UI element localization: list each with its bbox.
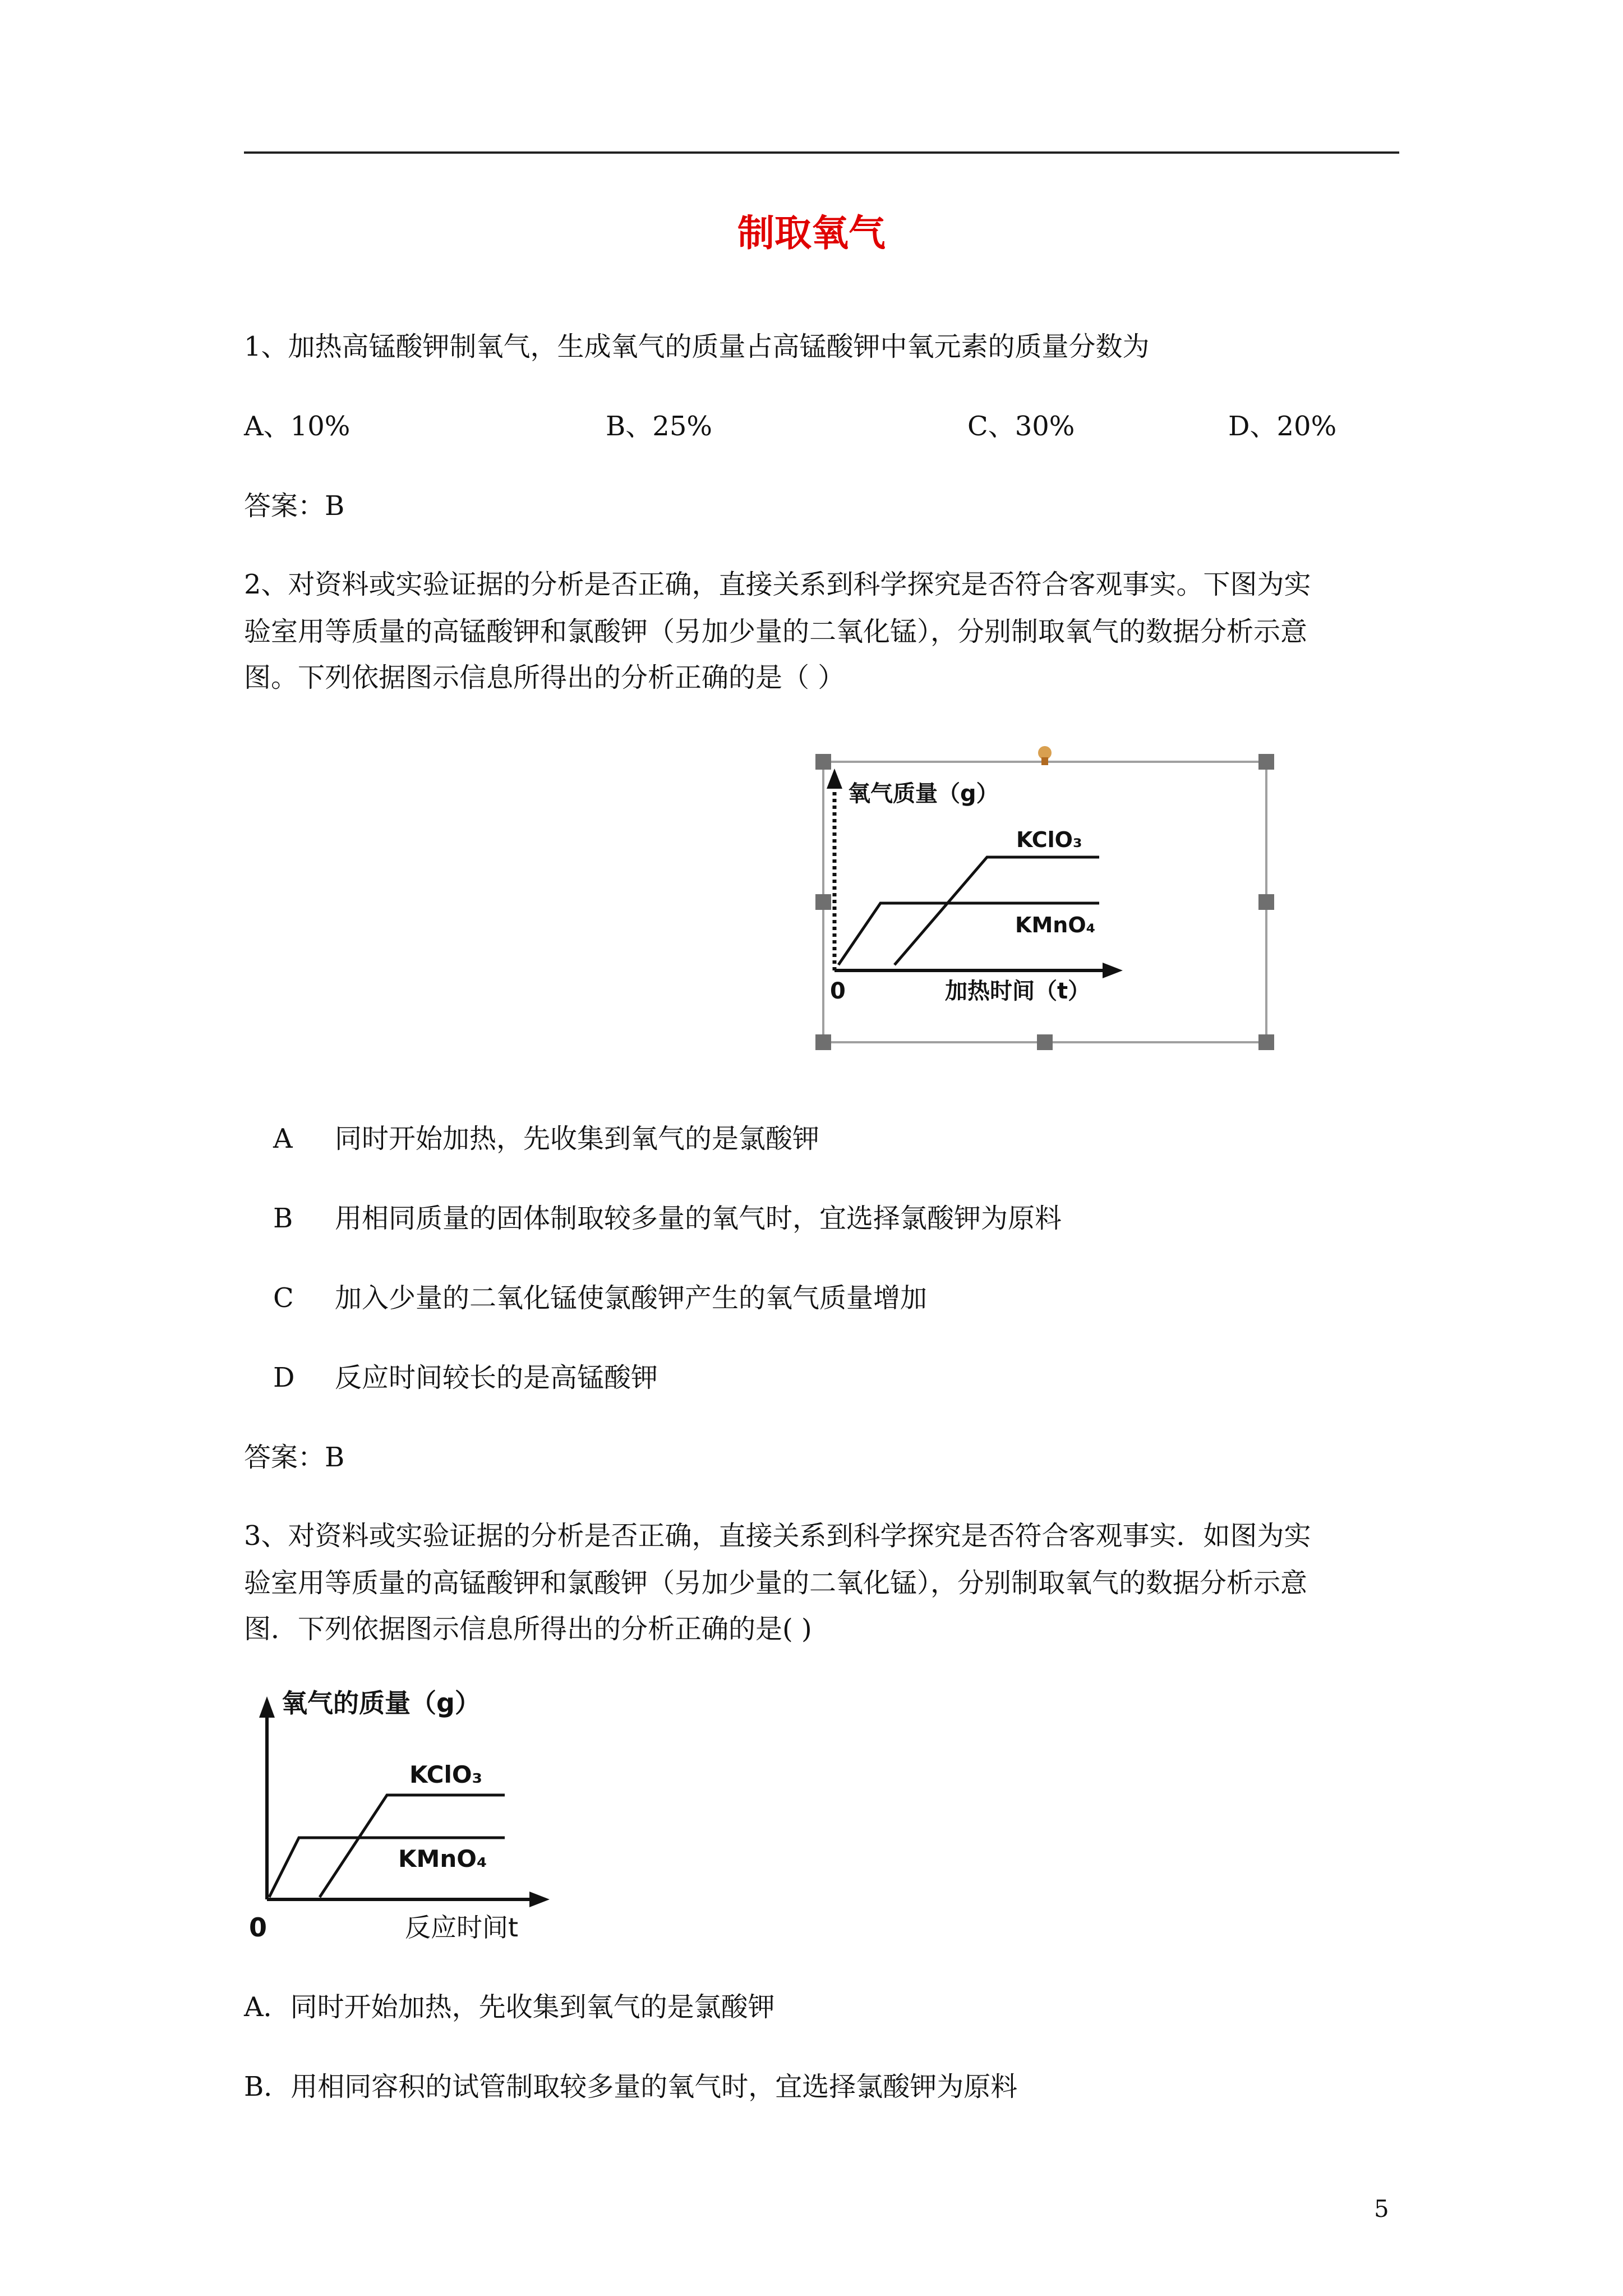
handle-top-right[interactable] xyxy=(1258,754,1274,770)
q2-option-c-text: 加入少量的二氧化锰使氯酸钾产生的氧气质量增加 xyxy=(335,1282,928,1314)
legend-kclo3: KClO₃ xyxy=(1016,827,1082,852)
legend-kmno4: KMnO₄ xyxy=(1015,913,1096,937)
q2-stem-line-2: 验室用等质量的高锰酸钾和氯酸钾（另加少量的二氧化锰），分别制取氧气的数据分析示意 xyxy=(244,616,1308,647)
q1-option-c: C、30% xyxy=(967,411,1075,442)
origin-label: 0 xyxy=(249,1912,268,1943)
q3-option-b: B．用相同容积的试管制取较多量的氧气时，宜选择氯酸钾为原料 xyxy=(244,2071,1018,2102)
q2-option-d-text: 反应时间较长的是高锰酸钾 xyxy=(335,1362,658,1393)
legend-kmno4: KMnO₄ xyxy=(398,1845,487,1872)
q2-option-b-text: 用相同质量的固体制取较多量的氧气时，宜选择氯酸钾为原料 xyxy=(335,1203,1062,1234)
y-axis-label: 氧气质量（g） xyxy=(848,781,999,807)
q2-option-a-text: 同时开始加热，先收集到氧气的是氯酸钾 xyxy=(335,1123,820,1154)
handle-bottom-right[interactable] xyxy=(1258,1034,1274,1050)
q1-option-b: B、25% xyxy=(606,411,712,442)
page-number: 5 xyxy=(1374,2195,1389,2223)
q2-figure xyxy=(796,735,1290,1060)
q2-stem-line-3: 图。下列依据图示信息所得出的分析正确的是（ ） xyxy=(244,662,845,693)
x-axis-label: 加热时间（t） xyxy=(945,978,1091,1004)
q2-option-b-letter: B xyxy=(273,1203,293,1234)
x-axis-arrow xyxy=(1103,963,1123,978)
q3-figure xyxy=(247,1677,561,1947)
handle-bottom-left[interactable] xyxy=(815,1034,831,1050)
q1-stem: 1、加热高锰酸钾制氧气，生成氧气的质量占高锰酸钾中氧元素的质量分数为 xyxy=(244,331,1150,362)
header-rule xyxy=(244,151,1399,154)
series-line-kclo3 xyxy=(895,857,1099,965)
q1-option-d: D、20% xyxy=(1228,411,1337,442)
q2-option-c-letter: C xyxy=(273,1282,294,1314)
y-axis-label: 氧气的质量（g） xyxy=(282,1688,481,1718)
y-axis-arrow xyxy=(259,1696,275,1718)
q2-option-a-letter: A xyxy=(273,1123,293,1154)
x-axis-label: 反应时间t xyxy=(405,1912,519,1943)
handle-top-left[interactable] xyxy=(815,754,831,770)
q3-option-a: A．同时开始加热，先收集到氧气的是氯酸钾 xyxy=(244,1991,775,2023)
y-axis-arrow xyxy=(827,769,842,789)
q3-stem-line-3: 图．下列依据图示信息所得出的分析正确的是( ) xyxy=(244,1613,812,1645)
page-title: 制取氧气 xyxy=(737,211,886,255)
x-axis-arrow xyxy=(529,1892,550,1907)
handle-middle-right[interactable] xyxy=(1258,894,1274,910)
rotate-handle-stem xyxy=(1041,757,1048,765)
q2-stem-line-1: 2、对资料或实验证据的分析是否正确，直接关系到科学探究是否符合客观事实。下图为实 xyxy=(244,569,1311,600)
handle-bottom-middle[interactable] xyxy=(1037,1034,1053,1050)
q1-answer: 答案：B xyxy=(244,490,345,522)
q2-answer: 答案：B xyxy=(244,1442,345,1473)
q2-option-d-letter: D xyxy=(273,1362,295,1393)
q3-stem-line-1: 3、对资料或实验证据的分析是否正确，直接关系到科学探究是否符合客观事实．如图为实 xyxy=(244,1520,1311,1552)
q3-stem-line-2: 验室用等质量的高锰酸钾和氯酸钾（另加少量的二氧化锰），分别制取氧气的数据分析示意 xyxy=(244,1567,1308,1599)
legend-kclo3: KClO₃ xyxy=(409,1761,482,1788)
q1-option-a: A、10% xyxy=(244,411,351,442)
origin-label: 0 xyxy=(830,978,846,1004)
handle-middle-left[interactable] xyxy=(815,894,831,910)
